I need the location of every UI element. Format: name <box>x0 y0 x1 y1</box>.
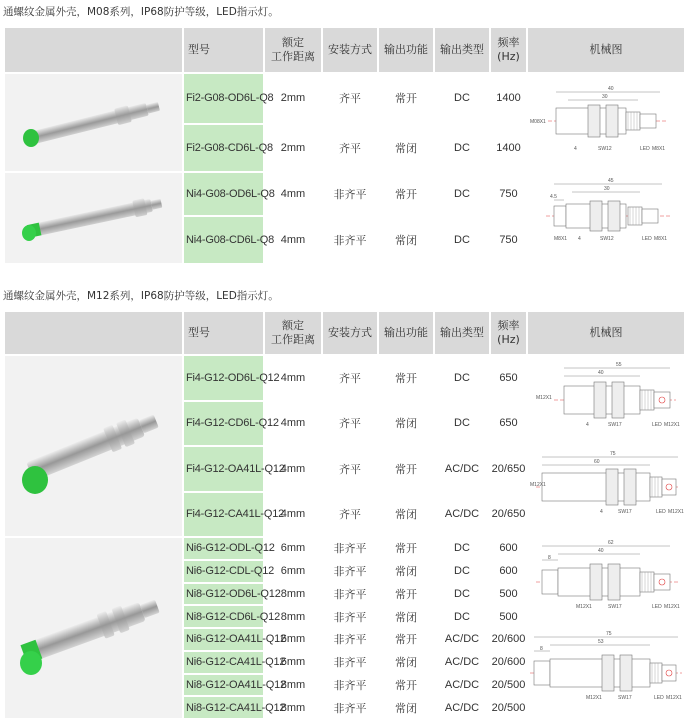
type-cell: AC/DC <box>444 678 480 691</box>
frequency-cell: 500 <box>499 610 518 623</box>
table-header-row <box>5 28 684 72</box>
function-cell: 常闭 <box>395 508 417 522</box>
mount-cell: 非齐平 <box>333 542 367 556</box>
svg-text:75: 75 <box>610 451 616 457</box>
svg-text:LED: LED <box>652 422 662 428</box>
model-cell: Ni8-G12-CD6L-Q12 <box>184 606 263 627</box>
mount-cell: 齐平 <box>339 371 361 385</box>
model-cell: Fi2-G08-OD6L-Q8 <box>184 74 263 123</box>
distance-cell: 6mm <box>280 633 306 646</box>
svg-text:4: 4 <box>586 422 589 428</box>
distance-cell: 4mm <box>280 188 306 200</box>
mount-cell: 非齐平 <box>333 656 367 670</box>
model-cell: Ni6-G12-OA41L-Q12 <box>184 629 263 650</box>
svg-text:4: 4 <box>574 146 577 152</box>
function-cell: 常开 <box>395 92 417 106</box>
frequency-cell: 650 <box>499 371 518 384</box>
mount-cell: 非齐平 <box>333 565 367 579</box>
svg-text:53: 53 <box>598 639 604 645</box>
table-row <box>5 538 684 559</box>
mechanical-drawing <box>528 538 684 624</box>
type-cell: DC <box>454 610 470 623</box>
frequency-cell: 650 <box>499 417 518 430</box>
m08-sensor-image <box>9 78 179 168</box>
type-cell: DC <box>454 234 470 246</box>
table-row <box>5 173 684 215</box>
distance-cell: 8mm <box>280 610 306 623</box>
svg-text:LED: LED <box>654 695 664 701</box>
mechanical-drawing-cell <box>528 173 684 263</box>
svg-text:45: 45 <box>608 177 614 184</box>
svg-text:8: 8 <box>540 646 543 652</box>
header-type: 输出类型 <box>435 28 489 72</box>
type-cell: AC/DC <box>444 656 480 669</box>
svg-text:30: 30 <box>602 94 608 100</box>
model-cell: Ni6-G12-CA41L-Q12 <box>184 652 263 673</box>
frequency-cell: 1400 <box>496 92 521 105</box>
function-cell: 常闭 <box>395 141 417 155</box>
function-cell: 常闭 <box>395 701 417 715</box>
mechanical-drawing <box>528 74 684 168</box>
mechanical-drawing-cell <box>528 447 684 536</box>
model-cell: Fi4-G12-OD6L-Q12 <box>184 356 263 400</box>
svg-text:M12X1: M12X1 <box>666 695 682 701</box>
mount-cell: 非齐平 <box>333 610 367 624</box>
distance-cell: 6mm <box>280 656 306 669</box>
header-function: 输出功能 <box>379 312 433 354</box>
frequency-cell: 600 <box>499 565 518 578</box>
header-image-cell <box>5 312 182 354</box>
svg-text:M8X1: M8X1 <box>554 235 568 242</box>
function-cell: 常闭 <box>395 234 417 247</box>
mount-cell: 齐平 <box>339 508 361 522</box>
model-cell: Ni4-G08-CD6L-Q8 <box>184 217 263 263</box>
svg-text:8: 8 <box>548 555 551 561</box>
mount-cell: 齐平 <box>339 462 361 476</box>
svg-text:LED: LED <box>642 235 652 242</box>
type-cell: DC <box>454 587 470 600</box>
m12-sensor-image <box>9 543 179 713</box>
frequency-cell: 20/500 <box>491 678 526 691</box>
header-mount: 安装方式 <box>323 312 377 354</box>
mechanical-drawing-cell <box>528 629 684 718</box>
mechanical-drawing <box>528 356 684 442</box>
function-cell: 常开 <box>395 633 417 647</box>
svg-text:75: 75 <box>606 631 612 637</box>
model-cell: Fi2-G08-CD6L-Q8 <box>184 125 263 172</box>
type-cell: DC <box>454 188 470 200</box>
m12-sensor-image <box>9 362 179 530</box>
distance-cell: 8mm <box>280 587 306 600</box>
model-cell: Fi4-G12-CA41L-Q12 <box>184 493 263 537</box>
svg-text:SW12: SW12 <box>598 146 612 152</box>
distance-cell: 4mm <box>280 417 306 430</box>
function-cell: 常开 <box>395 587 417 601</box>
section-heading-m08: 通螺纹金属外壳，M08系列，IP68防护等级，LED指示灯。 <box>3 6 279 18</box>
function-cell: 常开 <box>395 371 417 385</box>
header-function: 输出功能 <box>379 28 433 72</box>
m08-sensor-image <box>9 176 179 260</box>
function-cell: 常开 <box>395 678 417 692</box>
function-cell: 常开 <box>395 462 417 476</box>
function-cell: 常闭 <box>395 656 417 670</box>
svg-text:M8X1: M8X1 <box>654 235 668 242</box>
svg-text:40: 40 <box>598 370 604 376</box>
svg-text:M12X1: M12X1 <box>664 604 680 610</box>
frequency-cell: 20/600 <box>491 656 526 669</box>
header-drawing: 机械图 <box>528 312 684 354</box>
svg-text:SW17: SW17 <box>618 695 632 701</box>
header-image-cell <box>5 28 182 72</box>
mechanical-drawing <box>528 174 684 260</box>
function-cell: 常闭 <box>395 565 417 579</box>
mount-cell: 齐平 <box>339 92 361 106</box>
frequency-cell: 20/650 <box>491 462 526 475</box>
type-cell: DC <box>454 141 470 154</box>
svg-text:SW17: SW17 <box>608 604 622 610</box>
type-cell: DC <box>454 417 470 430</box>
distance-cell: 6mm <box>280 542 306 555</box>
header-model: 型号 <box>184 28 263 72</box>
sensor-photo-cell <box>5 356 182 536</box>
frequency-cell: 20/600 <box>491 633 526 646</box>
svg-text:62: 62 <box>608 540 614 546</box>
svg-text:40: 40 <box>608 86 614 92</box>
mount-cell: 非齐平 <box>333 234 367 247</box>
svg-text:SW12: SW12 <box>600 235 614 242</box>
header-distance: 额定 工作距离 <box>265 312 321 354</box>
svg-text:4: 4 <box>600 509 603 515</box>
frequency-cell: 1400 <box>496 141 521 154</box>
svg-text:40: 40 <box>598 548 604 554</box>
mount-cell: 非齐平 <box>333 701 367 715</box>
header-drawing: 机械图 <box>528 28 684 72</box>
svg-text:4: 4 <box>578 235 581 242</box>
model-cell: Fi4-G12-CD6L-Q12 <box>184 402 263 446</box>
distance-cell: 4mm <box>280 508 306 521</box>
type-cell: DC <box>454 371 470 384</box>
frequency-cell: 20/500 <box>491 701 526 714</box>
frequency-cell: 750 <box>499 234 518 246</box>
model-cell: Fi4-G12-OA41L-Q12 <box>184 447 263 491</box>
model-cell: Ni4-G08-OD6L-Q8 <box>184 173 263 215</box>
type-cell: DC <box>454 565 470 578</box>
mount-cell: 齐平 <box>339 417 361 431</box>
svg-text:60: 60 <box>594 459 600 465</box>
svg-text:M12X1: M12X1 <box>664 422 680 428</box>
model-cell: Ni6-G12-ODL-Q12 <box>184 538 263 559</box>
distance-cell: 8mm <box>280 678 306 691</box>
model-cell: Ni8-G12-OD6L-Q12 <box>184 584 263 605</box>
type-cell: AC/DC <box>444 508 480 521</box>
type-cell: AC/DC <box>444 633 480 646</box>
svg-text:M12X1: M12X1 <box>586 695 602 701</box>
header-type: 输出类型 <box>435 312 489 354</box>
svg-text:SW17: SW17 <box>608 422 622 428</box>
table-row <box>5 74 684 123</box>
type-cell: AC/DC <box>444 462 480 475</box>
distance-cell: 6mm <box>280 565 306 578</box>
svg-text:M12X1: M12X1 <box>576 604 592 610</box>
mechanical-drawing <box>528 629 684 715</box>
frequency-cell: 20/650 <box>491 508 526 521</box>
type-cell: DC <box>454 542 470 555</box>
svg-text:LED: LED <box>652 604 662 610</box>
distance-cell: 8mm <box>280 701 306 714</box>
model-cell: Ni8-G12-OA41L-Q12 <box>184 675 263 696</box>
svg-text:M8X1: M8X1 <box>652 146 666 152</box>
svg-text:M12X1: M12X1 <box>536 395 552 401</box>
frequency-cell: 750 <box>499 188 518 200</box>
sensor-photo-cell <box>5 74 182 171</box>
function-cell: 常闭 <box>395 610 417 624</box>
model-cell: Ni6-G12-CDL-Q12 <box>184 561 263 582</box>
mechanical-drawing <box>528 447 684 533</box>
svg-text:LED: LED <box>656 509 666 515</box>
frequency-cell: 500 <box>499 587 518 600</box>
header-frequency: 频率 (Hz) <box>491 28 526 72</box>
function-cell: 常开 <box>395 188 417 201</box>
distance-cell: 4mm <box>280 234 306 246</box>
mount-cell: 非齐平 <box>333 633 367 647</box>
section-heading-m12: 通螺纹金属外壳，M12系列，IP68防护等级，LED指示灯。 <box>3 290 279 302</box>
frequency-cell: 600 <box>499 542 518 555</box>
svg-text:55: 55 <box>616 362 622 368</box>
mount-cell: 非齐平 <box>333 188 367 201</box>
svg-text:M12X1: M12X1 <box>530 482 546 488</box>
distance-cell: 2mm <box>280 141 306 154</box>
svg-text:SW17: SW17 <box>618 509 632 515</box>
header-model: 型号 <box>184 312 263 354</box>
model-cell: Ni8-G12-CA41L-Q12 <box>184 697 263 718</box>
mount-cell: 齐平 <box>339 141 361 155</box>
table-header-row <box>5 312 684 354</box>
mechanical-drawing-cell <box>528 74 684 171</box>
header-mount: 安装方式 <box>323 28 377 72</box>
function-cell: 常闭 <box>395 417 417 431</box>
mount-cell: 非齐平 <box>333 678 367 692</box>
mount-cell: 非齐平 <box>333 587 367 601</box>
header-frequency: 频率 (Hz) <box>491 312 526 354</box>
distance-cell: 4mm <box>280 371 306 384</box>
function-cell: 常开 <box>395 542 417 556</box>
type-cell: DC <box>454 92 470 105</box>
svg-text:M08X1: M08X1 <box>530 119 546 125</box>
spec-table-m08 <box>3 26 686 265</box>
svg-text:M12X1: M12X1 <box>668 509 684 515</box>
mechanical-drawing-cell <box>528 356 684 445</box>
svg-text:30: 30 <box>604 185 610 192</box>
svg-text:LED: LED <box>640 146 650 152</box>
sensor-photo-cell <box>5 538 182 718</box>
svg-text:4.5: 4.5 <box>550 193 557 200</box>
type-cell: AC/DC <box>444 701 480 714</box>
distance-cell: 2mm <box>280 92 306 105</box>
header-distance: 额定 工作距离 <box>265 28 321 72</box>
table-row <box>5 356 684 400</box>
spec-table-m12 <box>3 310 686 720</box>
distance-cell: 4mm <box>280 462 306 475</box>
mechanical-drawing-cell <box>528 538 684 627</box>
sensor-photo-cell <box>5 173 182 263</box>
